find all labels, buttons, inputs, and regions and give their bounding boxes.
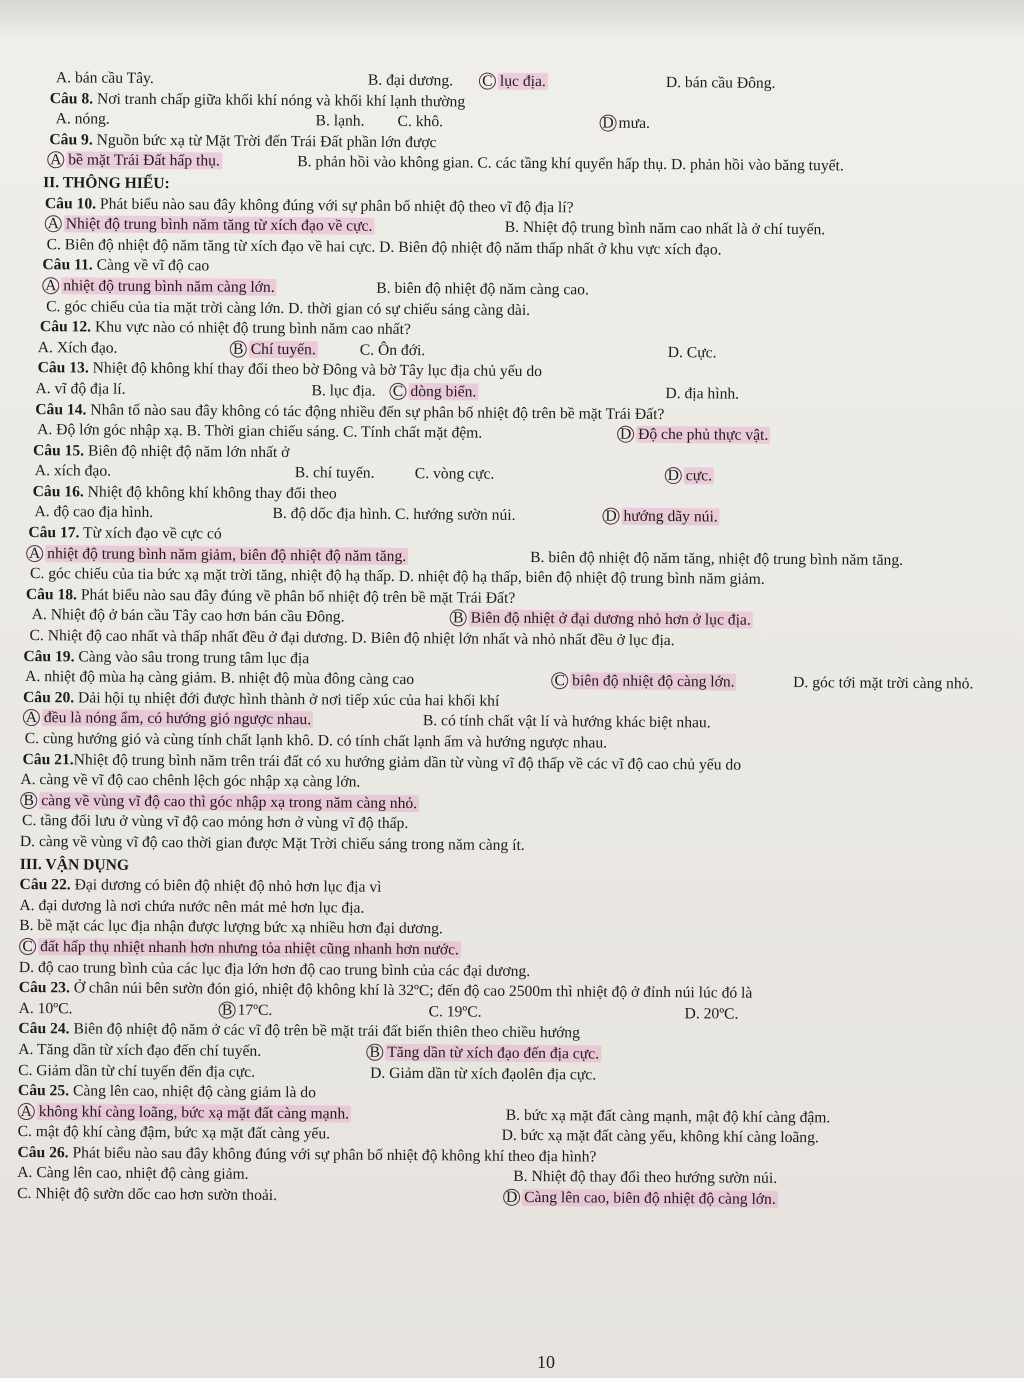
text: Câu 20. Dải hội tụ nhiệt đới được hình thành ở nơi tiếp xúc của hai khối khí	[22, 688, 500, 710]
line-text	[23, 647, 309, 670]
marked-answer	[230, 339, 318, 360]
line-text	[43, 173, 170, 195]
text: B. lục địa.	[311, 382, 376, 400]
answer-circle: C	[479, 73, 496, 90]
text: Câu 23. Ở chân núi bên sườn đón gió, nhiệt độ không khí là 32ºC; đến độ cao 2500m thì nhiệt độ ở đỉnh núi lúc đó là	[18, 979, 753, 1002]
line-text	[368, 71, 453, 92]
line-text	[668, 343, 717, 364]
line-text	[530, 548, 903, 572]
marked-answer	[45, 214, 375, 237]
answer-circle: D	[617, 426, 634, 443]
marked-answer	[366, 1043, 601, 1065]
marked-answer	[450, 609, 753, 632]
line-text	[19, 875, 381, 898]
line-text	[34, 503, 153, 525]
text: C. cùng hướng gió và cùng tính chất lạnh khô. D. có tính chất lạnh ẩm và hướng ngược nhau.	[24, 730, 608, 752]
text: mưa.	[618, 114, 651, 133]
line-text	[42, 255, 209, 277]
text: C. góc chiếu của tia mặt trời càng lớn. D. thời gian có sự chiếu sáng càng dài.	[46, 297, 531, 319]
text: A. nóng.	[55, 110, 110, 128]
text: nhiệt độ trung bình năm giảm, biên độ nhiệt độ năm tăng.	[47, 544, 407, 565]
line-text	[272, 504, 515, 527]
text: D. Cực.	[667, 343, 717, 362]
line-text	[505, 218, 826, 241]
text: Câu 24. Biên độ nhiệt độ năm ở các vĩ độ trên bề mặt trái đất biến thiên theo chiều hướng	[18, 1020, 581, 1042]
text: D. 20ºC.	[684, 1004, 739, 1023]
line-text	[423, 712, 711, 735]
answer-circle: C	[551, 672, 568, 689]
page-number: 10	[537, 1352, 555, 1372]
text: B. có tính chất vật lí và hướng khác biệt nhau.	[422, 712, 711, 732]
line-text	[32, 605, 345, 628]
text: Câu 26. Phát biểu nào sau đây không đúng với sự phân bố nhiệt độ không khí theo địa hình?	[17, 1143, 597, 1166]
line-text	[297, 153, 844, 178]
text: Câu 19. Càng vào sâu trong trung tâm lục địa	[23, 647, 310, 667]
line-text	[506, 1105, 831, 1128]
marked-answer	[665, 466, 714, 487]
marked-answer	[219, 1000, 273, 1021]
text: lục địa.	[499, 72, 546, 91]
text: Câu 8. Nơi tranh chấp giữa khối khí nóng và khối khí lạnh thường	[49, 89, 466, 111]
photo-shadow	[0, 0, 1024, 40]
text: Câu 16. Nhiệt độ không khí không thay đổi theo	[32, 482, 337, 503]
text: đất hấp thụ nhiệt nhanh hơn nhưng tỏa nhiệt cũng nhanh hơn nước.	[40, 938, 460, 959]
answer-circle: B	[20, 792, 37, 809]
text: cực.	[685, 467, 713, 485]
line-text	[17, 1163, 248, 1185]
text: Câu 11. Càng về vĩ độ cao	[42, 256, 210, 275]
text: C. mật độ khí càng đậm, bức xạ mặt đất càng yếu.	[17, 1123, 331, 1143]
line-text	[793, 673, 973, 695]
line-text	[20, 770, 360, 793]
text: Câu 17. Từ xích đạo về cực có	[28, 524, 222, 543]
text: Độ che phủ thực vật.	[638, 425, 769, 444]
text: Câu 21.Nhiệt độ trung bình năm trên trái đất có xu hướng giảm dần từ vùng vĩ độ thấp về các vĩ độ cao chủ yếu do	[22, 750, 742, 774]
answer-circle: A	[45, 215, 62, 232]
text: B. bề mặt các lục địa nhận được lượng bức xạ nhiều hơn đại dương.	[19, 917, 443, 938]
text: D. bán cầu Đông.	[665, 74, 776, 92]
text: đều là nóng ẩm, có hướng gió ngược nhau.	[43, 709, 312, 729]
text: A. nhiệt độ mùa hạ càng giảm. B. nhiệt độ mùa đông càng cao	[25, 668, 415, 689]
text: Chí tuyến.	[250, 340, 316, 359]
text: Câu 13. Nhiệt độ không khí thay đổi theo bờ Đông và bờ Tây lục địa chủ yếu do	[37, 359, 543, 381]
answer-circle: D	[665, 467, 682, 484]
text: A. Càng lên cao, nhiệt độ càng giảm.	[17, 1164, 249, 1184]
text: C. 19ºC.	[428, 1002, 482, 1021]
text: Câu 10. Phát biểu nào sau đây không đúng với sự phân bố nhiệt độ theo vĩ độ địa lí?	[44, 194, 574, 216]
text: Câu 9. Nguồn bức xạ từ Mặt Trời đến Trái Đất phần lớn được	[49, 130, 437, 152]
line-text	[685, 1004, 739, 1025]
text: D. càng về vùng vĩ độ cao thời gian được Mặt Trời chiếu sáng trong năm càng ít.	[19, 832, 525, 854]
text: B. đại dương.	[367, 71, 454, 90]
answer-circle: B	[219, 1001, 236, 1018]
text: Tăng dần từ xích đạo đến địa cực.	[387, 1043, 600, 1063]
text: A. xích đạo.	[34, 462, 112, 480]
text: D. Giảm dần từ xích đạolên địa cực.	[370, 1064, 597, 1084]
text: bề mặt Trái Đất hấp thụ.	[68, 151, 220, 170]
line-text	[666, 73, 776, 94]
text: C. vòng cực.	[414, 465, 495, 483]
text: A. độ cao địa hình.	[34, 503, 154, 522]
line-text	[20, 855, 129, 876]
text: II. THÔNG HIỂU:	[43, 174, 170, 193]
text: D. địa hình.	[665, 384, 740, 403]
text: Nhiệt độ trung bình năm tăng từ xích đạo về cực.	[65, 215, 373, 235]
text: Câu 12. Khu vực nào có nhiệt độ trung bình năm cao nhất?	[39, 318, 411, 339]
text: hướng dãy núi.	[623, 508, 718, 526]
answer-circle: A	[42, 277, 59, 294]
text: D. bức xạ mặt đất càng yếu, không khí càng loãng.	[501, 1127, 819, 1147]
answer-circle: D	[503, 1189, 520, 1206]
text: A. Tăng dần từ xích đạo đến chí tuyến.	[18, 1040, 262, 1060]
answer-circle: C	[389, 383, 406, 400]
line-text	[40, 317, 411, 341]
answer-circle: B	[230, 340, 247, 357]
line-text	[19, 896, 364, 919]
text: A. càng về vĩ độ cao chênh lệch góc nhập xạ càng lớn.	[20, 771, 361, 791]
text: A. bán cầu Tây.	[55, 69, 154, 88]
text: nhiệt độ trung bình năm càng lớn.	[63, 277, 275, 296]
marked-answer	[23, 708, 313, 731]
line-text	[33, 441, 290, 464]
marked-answer	[602, 507, 719, 529]
line-text	[316, 111, 365, 132]
marked-answer	[617, 425, 770, 447]
line-text	[665, 384, 739, 405]
text: C. khô.	[397, 113, 444, 131]
line-text	[19, 999, 73, 1020]
text: A. 10ºC.	[18, 999, 73, 1018]
text: B. phản hồi vào không gian. C. các tầng khí quyển hấp thụ. D. phản hồi vào băng tuyết.	[297, 153, 844, 175]
line-text	[295, 463, 375, 484]
text: B. biên độ nhiệt độ năm tăng, nhiệt độ trung bình năm tăng.	[530, 548, 904, 569]
marked-answer	[18, 1102, 351, 1125]
text: B. Nhiệt độ trung bình năm cao nhất là ở chí tuyến.	[504, 218, 826, 239]
text: D. độ cao trung bình của các lục địa lớn hơn độ cao trung bình của các đại dương.	[18, 958, 531, 980]
line-text	[18, 1122, 331, 1145]
question-list	[17, 68, 1011, 1212]
text: B. độ dốc địa hình. C. hướng sườn núi.	[272, 505, 516, 525]
text: B. chí tuyến.	[294, 464, 375, 483]
text: Câu 15. Biên độ nhiệt độ năm lớn nhất ở	[32, 441, 290, 461]
text: C. Giảm dần từ chí tuyến đến địa cực.	[18, 1061, 256, 1081]
answer-circle: A	[18, 1103, 35, 1120]
answer-circle: D	[600, 115, 617, 132]
line-text	[398, 112, 444, 133]
line-text	[18, 1060, 255, 1082]
line-text	[35, 379, 125, 400]
text: Câu 25. Càng lên cao, nhiệt độ càng giảm là do	[17, 1082, 316, 1102]
text: D. góc tới mặt trời càng nhỏ.	[793, 674, 974, 693]
line-text	[28, 523, 221, 545]
line-text	[20, 832, 525, 857]
line-text	[360, 340, 426, 361]
text: A. Nhiệt độ ở bán cầu Tây cao hơn bán cầu Đông.	[31, 606, 345, 626]
text: C. Nhiệt độ cao nhất và thấp nhất đều ở đại dương. D. Biên độ nhiệt lớn nhất và nhỏ nhất đều ở lục địa.	[29, 627, 675, 650]
line-text	[429, 1002, 482, 1023]
text: B. biên độ nhiệt độ năm càng cao.	[376, 279, 589, 299]
line-text	[56, 68, 154, 89]
marked-answer	[42, 276, 277, 298]
line-text	[311, 381, 375, 402]
answer-circle: D	[602, 508, 619, 525]
marked-answer	[599, 114, 650, 135]
line-text	[415, 464, 495, 485]
text: C. tầng đối lưu ở vùng vĩ độ cao mỏng hơn ở vùng vĩ độ thấp.	[22, 812, 409, 833]
line-text	[38, 338, 118, 359]
marked-answer	[389, 382, 478, 403]
line-text	[56, 109, 110, 130]
text: Câu 22. Đại dương có biên độ nhiệt độ nhỏ hơn lục địa vì	[19, 876, 382, 896]
text: Câu 18. Phát biểu nào sau đây đúng về phân bố nhiệt độ trên bề mặt Trái Đất?	[25, 585, 516, 607]
text: dòng biển.	[410, 382, 477, 401]
text: càng về vùng vĩ độ cao thì góc nhập xạ trong năm càng nhỏ.	[41, 791, 418, 812]
answer-circle: A	[26, 545, 43, 562]
line-text	[370, 1063, 596, 1085]
line-text	[376, 279, 589, 301]
answer-circle: A	[47, 152, 64, 169]
text: A. Độ lớn góc nhập xạ. B. Thời gian chiếu sáng. C. Tính chất mặt đệm.	[37, 421, 483, 442]
text: Càng lên cao, biên độ nhiệt độ càng lớn.	[524, 1189, 776, 1208]
text: A. đại dương là nơi chứa nước nên mát mẻ hơn lục địa.	[19, 896, 365, 917]
line-text	[35, 461, 111, 482]
marked-answer	[551, 671, 737, 693]
text: B. Nhiệt độ thay đổi theo hướng sườn núi.	[513, 1168, 778, 1188]
line-text	[18, 1081, 316, 1104]
marked-answer	[503, 1188, 778, 1211]
answer-circle: B	[450, 610, 467, 627]
line-text	[502, 1126, 819, 1149]
answer-circle: C	[19, 938, 36, 955]
line-text	[33, 482, 337, 505]
text: C. Nhiệt độ sườn dốc cao hơn sườn thoải.	[17, 1185, 278, 1205]
answer-circle: B	[366, 1044, 383, 1061]
text: B. bức xạ mặt đất càng mạnh, mật độ khí càng đậm.	[505, 1106, 831, 1127]
text: Câu 14. Nhân tố nào sau đây không có tác động nhiều đến sự phân bố nhiệt độ trên bề mặt Trái Đất?	[35, 400, 665, 423]
text: III. VẬN DỤNG	[19, 855, 130, 874]
line-text	[17, 1184, 277, 1207]
answer-circle: A	[23, 709, 40, 726]
text: A. Xích đạo.	[37, 338, 118, 357]
text: Biên độ nhiệt ở đại dương nhỏ hơn ở lục địa.	[470, 609, 751, 630]
text: B. lạnh.	[315, 112, 365, 130]
marked-answer	[47, 151, 222, 173]
text: 17ºC.	[237, 1001, 273, 1019]
text: A. vĩ độ địa lí.	[35, 379, 126, 398]
text: C. góc chiếu của tia bức xạ mặt trời tăng, nhiệt độ hạ thấp. D. nhiệt độ hạ thấp, biên độ nhiệt độ trung bình năm giảm.	[29, 565, 765, 589]
line-text	[513, 1167, 777, 1190]
text: không khí càng loãng, bức xạ mặt đất càng mạnh.	[38, 1102, 350, 1123]
text: C. Biên độ nhiệt độ năm tăng từ xích đạo về hai cực. D. Biên độ nhiệt độ năm thấp nhất ở khu vực xích đạo.	[46, 235, 722, 259]
text: C. Ôn đới.	[359, 341, 426, 359]
text: biên độ nhiệt độ càng lớn.	[572, 672, 735, 691]
marked-answer	[479, 72, 548, 93]
line-text	[18, 1040, 261, 1063]
